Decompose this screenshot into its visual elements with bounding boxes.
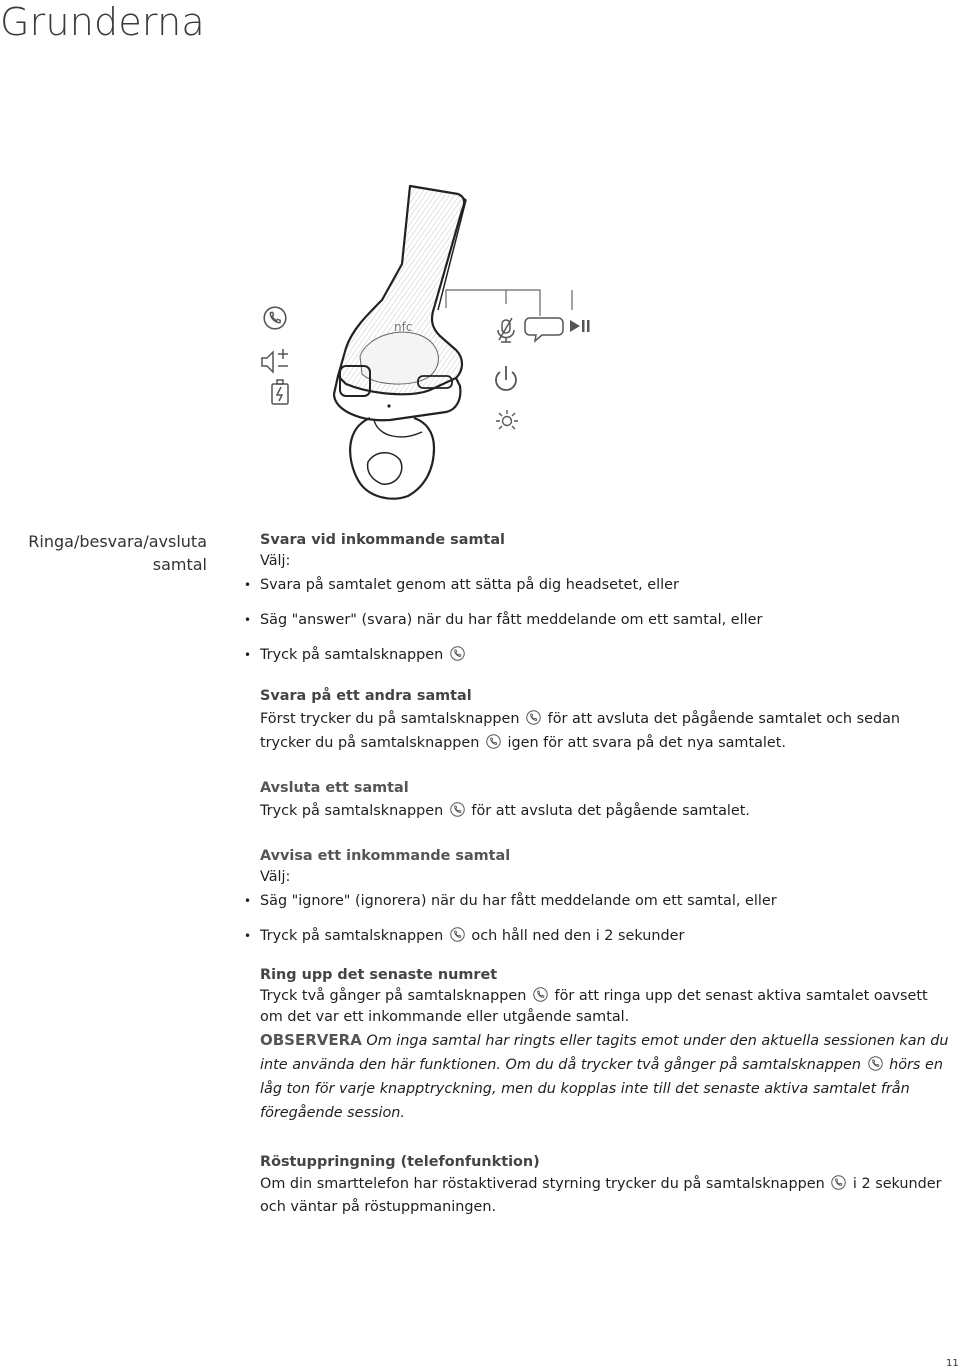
page-number: 11 <box>946 1358 959 1369</box>
power-icon <box>496 366 516 390</box>
list-item <box>260 610 955 631</box>
call-button-icon <box>450 646 465 661</box>
second-call-section <box>260 686 955 755</box>
text-run: Tryck på samtalsknappen <box>260 803 444 819</box>
reject-section <box>260 846 955 947</box>
bullet-text: Säg "answer" (svara) när du har fått meddelande om ett samtal, eller <box>260 612 763 628</box>
section-side-heading: Ringa/besvara/avsluta samtal <box>28 532 207 574</box>
voice-dial-heading: Röstuppringning (telefonfunktion) <box>260 1154 540 1170</box>
bullet-text: Tryck på samtalsknappen <box>260 647 444 663</box>
note-text: hörs en låg ton för varje knapptryckning, men du kopplas inte till det senaste aktiva samtalet från föregående session. <box>260 1057 943 1121</box>
answer-section <box>260 530 955 666</box>
bullet-text: Tryck på samtalsknappen <box>260 928 444 944</box>
text-run: för att avsluta det pågående samtalet och sedan trycker du på samtalsknappen <box>260 711 901 751</box>
mute-mic-icon <box>498 318 514 342</box>
bullet-text: Svara på samtalet genom att sätta på dig headsetet, eller <box>260 577 679 593</box>
answer-heading: Svara vid inkommande samtal <box>260 532 505 548</box>
content-column <box>260 530 955 1219</box>
text-run: för att avsluta det pågående samtalet. <box>471 803 750 819</box>
text-run: för att ringa upp det senast aktiva samtalet oavsett om det var ett inkommande eller utgående samtal. <box>260 988 928 1025</box>
text-run: igen för att svara på det nya samtalet. <box>507 735 786 751</box>
text-run: Tryck två gånger på samtalsknappen <box>260 988 527 1004</box>
nfc-label: nfc <box>394 320 413 334</box>
text-run: Först trycker du på samtalsknappen <box>260 711 520 727</box>
call-button-icon <box>533 987 548 1002</box>
list-item <box>260 926 955 947</box>
answer-intro: Välj: <box>260 553 291 569</box>
volume-up-down-icon <box>262 349 288 372</box>
call-button-icon <box>450 927 465 942</box>
redial-text <box>260 986 955 1028</box>
answer-options <box>260 575 955 666</box>
list-item <box>260 645 955 666</box>
voice-dial-section <box>260 1152 955 1219</box>
redial-section <box>260 965 955 1125</box>
list-item <box>260 891 955 912</box>
list-item <box>260 575 955 596</box>
end-call-heading: Avsluta ett samtal <box>260 780 409 796</box>
end-call-section <box>260 778 955 823</box>
call-button-icon <box>486 734 501 749</box>
redial-heading: Ring upp det senaste numret <box>260 967 498 983</box>
reject-heading: Avvisa ett inkommande samtal <box>260 848 511 864</box>
phone-icon <box>264 307 286 329</box>
battery-charging-icon <box>272 380 288 404</box>
second-call-heading: Svara på ett andra samtal <box>260 688 472 704</box>
led-light-icon <box>496 410 518 429</box>
text-run: i 2 sekunder och väntar på röstuppmaningen. <box>260 1176 942 1215</box>
reject-intro: Välj: <box>260 869 291 885</box>
text-run: Om din smarttelefon har röstaktiverad styrning trycker du på samtalsknappen <box>260 1176 825 1192</box>
reject-options <box>260 891 955 947</box>
page-title: Grunderna <box>0 0 205 44</box>
voice-dial-text <box>260 1173 955 1219</box>
second-call-text <box>260 707 955 755</box>
bullet-text: och håll ned den i 2 sekunder <box>471 928 685 944</box>
voice-chat-icon <box>525 318 563 341</box>
call-button-icon <box>526 710 541 725</box>
call-button-icon <box>868 1056 883 1071</box>
note-label: OBSERVERA <box>260 1031 362 1049</box>
call-button-icon <box>831 1175 846 1190</box>
end-call-text <box>260 799 955 823</box>
note-text: Om inga samtal har ringts eller tagits emot under den aktuella sessionen kan du inte använda den här funktionen. Om du då trycker två gånger på samtalsknappen <box>260 1033 949 1073</box>
redial-note <box>260 1028 955 1125</box>
bullet-text: Säg "ignore" (ignorera) när du har fått meddelande om ett samtal, eller <box>260 893 777 909</box>
headset-illustration <box>250 180 610 520</box>
play-pause-icon <box>570 320 590 332</box>
call-button-icon <box>450 802 465 817</box>
